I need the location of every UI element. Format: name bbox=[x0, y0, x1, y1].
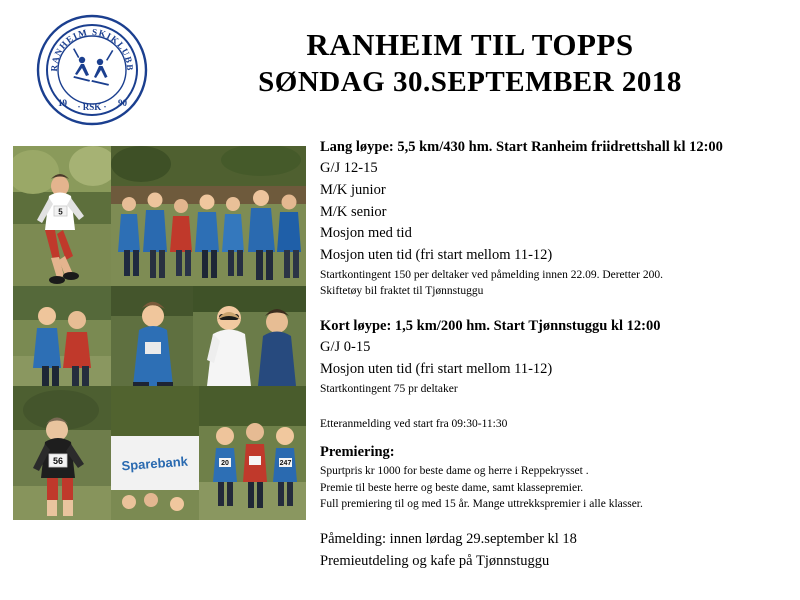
collage-photo-3 bbox=[13, 286, 111, 386]
collage-photo-2 bbox=[111, 146, 306, 286]
logo-year-left: 19 bbox=[58, 98, 67, 108]
collage-photo-8 bbox=[199, 386, 306, 520]
svg-text:RANHEIM SKIKLUBB: RANHEIM SKIKLUBB bbox=[48, 26, 136, 72]
awards-line-2: Premie til beste herre og beste dame, samt klassepremier. bbox=[320, 481, 584, 494]
collage-photo-6 bbox=[13, 386, 111, 520]
short-race-class-2: Mosjon uten tid (fri start mellom 11-12) bbox=[320, 360, 553, 377]
long-race-class-4: Mosjon med tid bbox=[320, 225, 412, 242]
long-race-class-3: M/K senior bbox=[320, 203, 387, 220]
collage-photo-5 bbox=[193, 286, 306, 386]
long-race-baggage: Skiftetøy bil fraktet til Tjønnstuggu bbox=[320, 285, 484, 298]
long-race-fee: Startkontingent 150 per deltaker ved påmelding innen 22.09. Deretter 200. bbox=[320, 268, 663, 281]
collage-photo-1 bbox=[13, 146, 111, 286]
collage-photo-4 bbox=[111, 286, 193, 386]
bib-number: 247 bbox=[279, 460, 292, 467]
long-race-class-5: Mosjon uten tid (fri start mellom 11-12) bbox=[320, 247, 553, 264]
awards-line-1: Spurtpris kr 1000 for beste dame og herre i Reppekrysset . bbox=[320, 464, 589, 477]
collage-photo-7 bbox=[111, 386, 199, 520]
registration-deadline: Påmelding: innen lørdag 29.september kl 18 bbox=[320, 531, 577, 547]
prize-ceremony-info: Premieutdeling og kafe på Tjønnstuggu bbox=[320, 552, 550, 569]
race-information bbox=[320, 137, 790, 573]
photo-collage bbox=[13, 146, 306, 520]
long-race-class-1: G/J 12-15 bbox=[320, 160, 378, 177]
awards-heading: Premiering: bbox=[320, 443, 395, 460]
awards-line-3: Full premiering til og med 15 år. Mange uttrekkspremier i alle klasser. bbox=[320, 498, 643, 511]
poster-title bbox=[160, 26, 780, 100]
late-entry-info: Etteranmelding ved start fra 09:30-11:30 bbox=[320, 418, 508, 431]
bib-number: 56 bbox=[52, 456, 64, 466]
short-race-fee: Startkontingent 75 pr deltaker bbox=[320, 382, 458, 395]
short-race-heading: Kort løype: 1,5 km/200 hm. Start Tjønnstuggu kl 12:00 bbox=[320, 318, 661, 335]
logo-club-abbrev: · RSK · bbox=[77, 102, 107, 112]
club-logo bbox=[36, 14, 148, 126]
short-race-class-1: G/J 0-15 bbox=[320, 339, 371, 356]
title-line-2: SØNDAG 30.SEPTEMBER 2018 bbox=[258, 65, 682, 98]
svg-text:Sparebank: Sparebank bbox=[121, 453, 189, 474]
bib-number: 20 bbox=[221, 460, 229, 467]
long-race-class-2: M/K junior bbox=[320, 181, 386, 198]
bib-number: 5 bbox=[58, 207, 63, 217]
logo-year-right: 90 bbox=[118, 98, 127, 108]
long-race-heading: Lang løype: 5,5 km/430 hm. Start Ranheim friidrettshall kl 12:00 bbox=[320, 139, 723, 155]
title-line-1: RANHEIM TIL TOPPS bbox=[306, 27, 634, 62]
